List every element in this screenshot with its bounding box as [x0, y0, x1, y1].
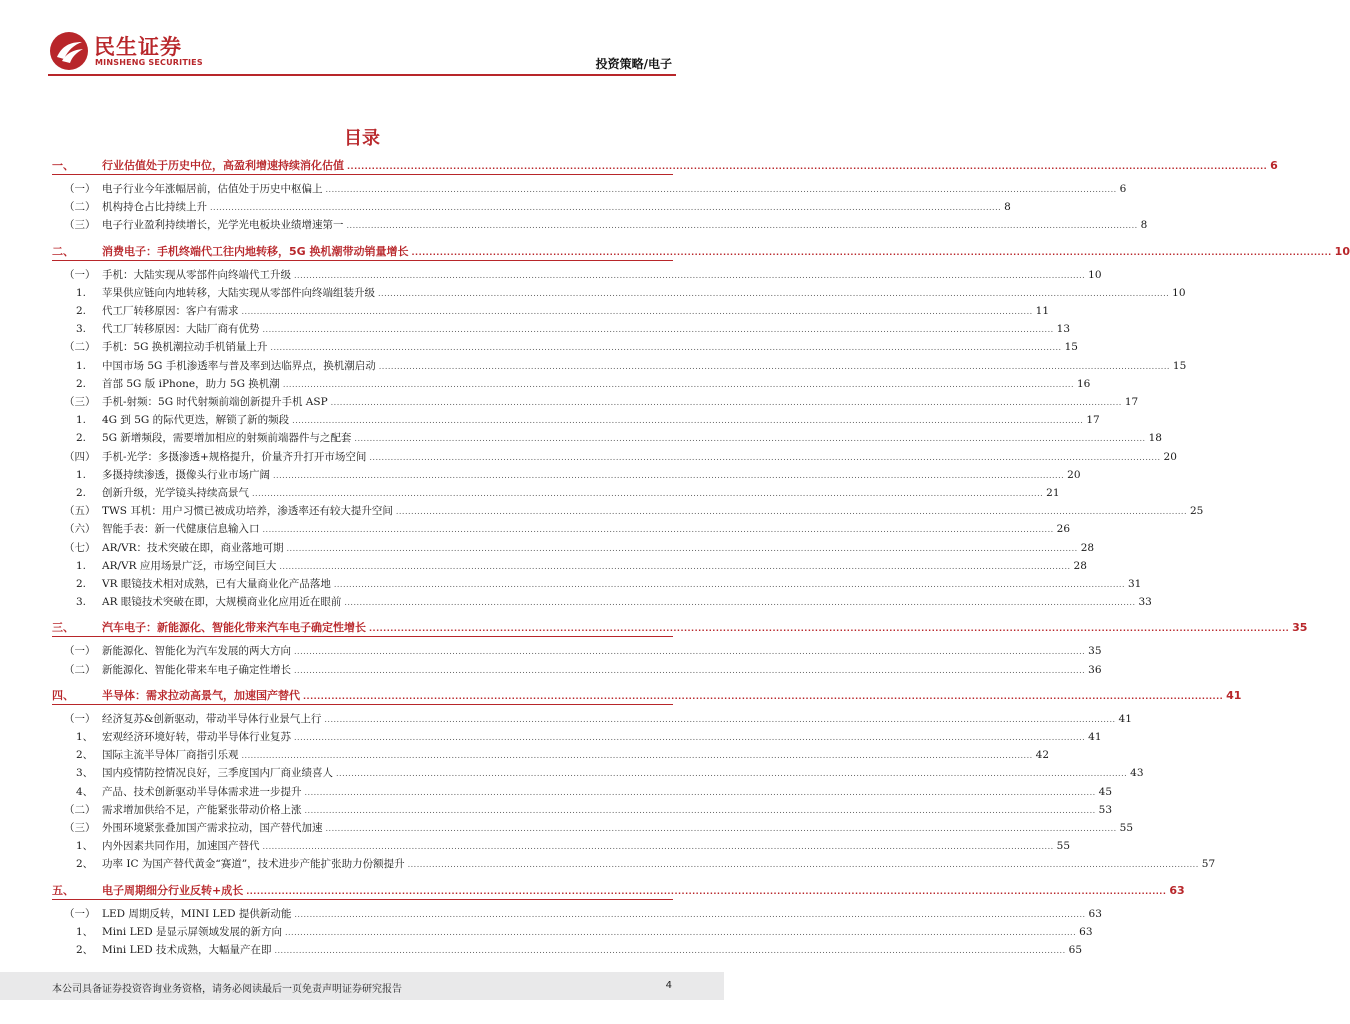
toc-item-entry[interactable] [52, 303, 1050, 321]
toc-dot-leader: .................................................................................................................................................................................................................................................................... [325, 824, 1117, 833]
toc-subsection-entry[interactable] [52, 540, 1095, 558]
toc-entry-page: 63 [1088, 907, 1102, 920]
toc-item-entry[interactable] [52, 838, 1071, 856]
toc-entry-title: 宏观经济环境好转，带动半导体行业复苏 [102, 731, 291, 743]
toc-entry-title: 代工厂转移原因：大陆厂商有优势 [102, 323, 260, 336]
toc-item-entry[interactable] [52, 412, 1100, 430]
toc-entry-number: （一） [64, 645, 96, 658]
toc-entry-page: 28 [1080, 541, 1095, 554]
toc-entry-page: 35 [1292, 621, 1308, 635]
toc-entry-number: 二、 [52, 244, 74, 258]
toc-entry-number: 1. [76, 559, 87, 572]
toc-entry-page: 10 [1334, 244, 1350, 258]
toc-dot-leader: .................................................................................................................................................................................................................................................................... [262, 525, 1054, 535]
toc-subsection-entry[interactable] [52, 802, 1113, 820]
toc-dot-leader: .................................................................................................................................................................................................................................................................... [324, 714, 1116, 724]
toc-entry-number: （一） [64, 712, 96, 725]
toc-subsection-entry[interactable] [52, 339, 1078, 357]
toc-entry-page: 11 [1035, 305, 1050, 317]
toc-dot-leader: .................................................................................................................................................................................................................................................................... [369, 624, 1290, 634]
toc-entry-title: 国际主流半导体厂商指引乐观 [102, 749, 239, 762]
toc-item-entry[interactable] [52, 765, 1144, 783]
toc-entry-title: 电子周期细分行业反转+成长 [102, 883, 244, 897]
toc-entry-page: 17 [1124, 396, 1139, 408]
toc-entry-page: 41 [1088, 731, 1102, 743]
toc-item-entry[interactable] [52, 285, 1186, 303]
toc-dot-leader: .................................................................................................................................................................................................................................................................... [294, 665, 1086, 675]
toc-entry-number: （三） [64, 396, 96, 408]
footer-disclaimer: 本公司具备证券投资咨询业务资格，请务必阅读最后一页免责声明证券研究报告 [52, 984, 402, 995]
toc-entry-page: 63 [1079, 925, 1093, 938]
toc-entry-number: 1. [76, 468, 87, 481]
toc-entry-title: 需求增加供给不足，产能紧张带动价格上涨 [102, 803, 302, 816]
toc-subsection-entry[interactable] [52, 662, 1102, 680]
toc-dot-leader: .................................................................................................................................................................................................................................................................... [330, 398, 1122, 407]
toc-entry-title: AR/VR：技术突破在即，商业落地可期 [102, 541, 284, 554]
toc-subsection-entry[interactable] [52, 394, 1139, 412]
toc-dot-leader: .................................................................................................................................................................................................................................................................... [344, 598, 1136, 608]
toc-entry-page: 6 [1119, 183, 1127, 195]
toc-entry-page: 21 [1046, 487, 1060, 499]
toc-section-entry[interactable] [52, 243, 1350, 261]
toc-entry-number: 1. [76, 414, 87, 427]
toc-item-entry[interactable] [52, 594, 1152, 612]
toc-entry-number: 1、 [76, 840, 94, 853]
toc-dot-leader: .................................................................................................................................................................................................................................................................... [346, 221, 1138, 231]
toc-entry-title: 电子行业盈利持续增长，光学光电板块业绩增速第一 [102, 219, 344, 232]
toc-dot-leader: .................................................................................................................................................................................................................................................................... [294, 647, 1086, 657]
toc-item-entry[interactable] [52, 729, 1102, 747]
toc-item-entry[interactable] [52, 558, 1087, 576]
toc-entry-title: 内外因素共同作用，加速国产替代 [102, 840, 260, 853]
toc-entry-page: 31 [1128, 578, 1142, 590]
toc-entry-number: 四、 [52, 688, 74, 702]
minsheng-logo-icon [48, 30, 90, 72]
toc-dot-leader: .................................................................................................................................................................................................................................................................... [286, 543, 1078, 553]
toc-subsection-entry[interactable] [52, 217, 1148, 235]
toc-entry-page: 35 [1088, 645, 1102, 658]
toc-entry-title: 多摄持续渗透，摄像头行业市场广阔 [102, 468, 270, 481]
toc-entry-page: 41 [1226, 688, 1242, 702]
toc-entry-title: Mini LED 技术成熟，大幅量产在即 [102, 944, 272, 956]
toc-entry-number: 2. [76, 377, 87, 390]
toc-entry-title: 手机：5G 换机潮拉动手机销量上升 [102, 341, 268, 354]
toc-entry-page: 10 [1088, 268, 1102, 281]
toc-entry-number: 五、 [52, 883, 74, 897]
toc-dot-leader: .................................................................................................................................................................................................................................................................... [378, 361, 1170, 371]
toc-entry-number: 3. [76, 596, 87, 609]
toc-entry-title: AR/VR 应用场景广泛，市场空间巨大 [102, 559, 277, 572]
toc-dot-leader: .................................................................................................................................................................................................................................................................... [273, 470, 1065, 480]
brand-name-en: MINSHENG SECURITIES [95, 58, 203, 67]
toc-dot-leader: .................................................................................................................................................................................................................................................................... [304, 805, 1096, 815]
toc-entry-number: （三） [64, 822, 96, 834]
toc-entry-number: 2. [76, 432, 87, 445]
toc-dot-leader: .................................................................................................................................................................................................................................................................... [279, 561, 1071, 571]
toc-entry-title: 创新升级，光学镜头持续高景气 [102, 487, 249, 499]
toc-entry-title: 新能源化、智能化为汽车发展的两大方向 [102, 645, 291, 658]
toc-entry-title: 手机-射频：5G 时代射频前端创新提升手机 ASP [102, 396, 328, 408]
toc-entry-title: LED 周期反转，MINI LED 提供新动能 [102, 907, 292, 920]
toc-item-entry[interactable] [52, 358, 1187, 376]
toc-entry-number: （一） [64, 183, 96, 195]
toc-entry-number: （三） [64, 219, 96, 232]
toc-entry-title: 经济复苏&创新驱动，带动半导体行业景气上行 [102, 712, 322, 725]
toc-entry-page: 26 [1056, 523, 1071, 536]
toc-entry-title: 新能源化、智能化带来车电子确定性增长 [102, 663, 291, 676]
toc-section-entry[interactable] [52, 882, 1185, 900]
toc-entry-page: 15 [1064, 341, 1078, 354]
toc-dot-leader: .................................................................................................................................................................................................................................................................... [241, 307, 1033, 316]
toc-dot-leader: .................................................................................................................................................................................................................................................................... [325, 185, 1117, 194]
toc-dot-leader: .................................................................................................................................................................................................................................................................... [270, 343, 1062, 353]
section-underline [52, 636, 673, 637]
toc-entry-title: 行业估值处于历史中位，高盈利增速持续消化估值 [102, 159, 344, 172]
toc-entry-number: 3. [76, 323, 87, 336]
toc-entry-number: 三、 [52, 621, 74, 635]
toc-dot-leader: .................................................................................................................................................................................................................................................................... [262, 842, 1054, 852]
toc-subsection-entry[interactable] [52, 521, 1071, 539]
toc-entry-page: 55 [1119, 822, 1134, 834]
toc-entry-title: 智能手表：新一代健康信息输入口 [102, 523, 260, 536]
toc-item-entry[interactable] [52, 430, 1162, 448]
toc-dot-leader: .................................................................................................................................................................................................................................................................... [274, 946, 1066, 955]
toc-entry-page: 18 [1148, 432, 1162, 445]
toc-entry-title: Mini LED 是显示屏领域发展的新方向 [102, 925, 282, 938]
toc-section-entry[interactable] [52, 687, 1242, 705]
toc-dot-leader: .................................................................................................................................................................................................................................................................... [378, 288, 1170, 298]
toc-item-entry[interactable] [52, 485, 1060, 503]
toc-entry-number: 4、 [76, 785, 94, 798]
toc-subsection-entry[interactable] [52, 181, 1127, 199]
toc-title: 目录 [344, 128, 380, 149]
toc-entry-title: 代工厂转移原因：客户有需求 [102, 305, 239, 317]
toc-entry-title: 苹果供应链向内地转移，大陆实现从零部件向终端组装升级 [102, 286, 375, 299]
toc-entry-page: 65 [1068, 944, 1083, 956]
toc-entry-number: 一、 [52, 159, 74, 172]
toc-dot-leader: .................................................................................................................................................................................................................................................................... [354, 434, 1146, 444]
toc-entry-page: 57 [1201, 858, 1216, 871]
toc-dot-leader: .................................................................................................................................................................................................................................................................... [304, 787, 1096, 797]
toc-dot-leader: .................................................................................................................................................................................................................................................................... [292, 416, 1084, 426]
toc-entry-page: 15 [1172, 359, 1187, 372]
toc-entry-page: 20 [1067, 468, 1081, 481]
toc-entry-title: 中国市场 5G 手机渗透率与普及率到达临界点，换机潮启动 [102, 359, 376, 372]
toc-entry-page: 33 [1138, 596, 1152, 609]
toc-entry-title: TWS 耳机：用户习惯已被成功培养，渗透率还有较大提升空间 [102, 505, 393, 518]
toc-subsection-entry[interactable] [52, 711, 1132, 729]
toc-entry-page: 36 [1088, 663, 1102, 676]
toc-entry-page: 16 [1076, 377, 1091, 390]
toc-dot-leader: .................................................................................................................................................................................................................................................................... [369, 452, 1161, 462]
page-number: 4 [665, 980, 672, 991]
toc-entry-page: 6 [1270, 159, 1278, 172]
toc-entry-number: （六） [64, 523, 96, 536]
toc-dot-leader: .................................................................................................................................................................................................................................................................... [210, 203, 1002, 213]
report-type: 投资策略/电子 [595, 57, 672, 71]
section-underline [52, 174, 673, 175]
toc-entry-page: 20 [1163, 450, 1177, 463]
toc-item-entry[interactable] [52, 784, 1113, 802]
toc-dot-leader: .................................................................................................................................................................................................................................................................... [262, 325, 1054, 335]
toc-entry-page: 42 [1035, 749, 1050, 762]
toc-entry-page: 13 [1056, 323, 1071, 336]
toc-dot-leader: .................................................................................................................................................................................................................................................................... [347, 162, 1268, 171]
toc-item-entry[interactable] [52, 467, 1081, 485]
toc-entry-page: 10 [1172, 286, 1186, 299]
toc-entry-number: （二） [64, 201, 96, 214]
toc-entry-page: 28 [1073, 559, 1087, 572]
toc-section-entry[interactable] [52, 157, 1278, 175]
toc-dot-leader: .................................................................................................................................................................................................................................................................... [336, 769, 1128, 779]
header-divider [48, 74, 676, 76]
toc-subsection-entry[interactable] [52, 199, 1011, 217]
toc-entry-number: （五） [64, 505, 96, 518]
toc-subsection-entry[interactable] [52, 820, 1134, 838]
brand-name-cn: 民生证券 [94, 35, 182, 59]
toc-entry-title: 产品、技术创新驱动半导体需求进一步提升 [102, 785, 302, 798]
toc-item-entry[interactable] [52, 856, 1216, 874]
toc-entry-number: 3、 [76, 767, 94, 780]
toc-subsection-entry[interactable] [52, 267, 1102, 285]
toc-entry-title: 5G 新增频段，需要增加相应的射频前端器件与之配套 [102, 432, 352, 445]
toc-entry-number: 2. [76, 305, 87, 317]
toc-entry-title: 国内疫情防控情况良好，三季度国内厂商业绩喜人 [102, 767, 333, 780]
toc-entry-number: （四） [64, 450, 96, 463]
toc-entry-page: 63 [1169, 883, 1185, 897]
toc-dot-leader: .................................................................................................................................................................................................................................................................... [407, 860, 1199, 870]
toc-item-entry[interactable] [52, 376, 1091, 394]
toc-entry-number: （二） [64, 803, 96, 816]
toc-dot-leader: .................................................................................................................................................................................................................................................................... [395, 507, 1187, 517]
toc-item-entry[interactable] [52, 576, 1142, 594]
toc-entry-page: 25 [1190, 505, 1204, 518]
toc-dot-leader: .................................................................................................................................................................................................................................................................... [294, 270, 1086, 280]
toc-entry-title: VR 眼镜技术相对成熟，已有大量商业化产品落地 [102, 578, 331, 590]
toc-entry-title: 外围环境紧张叠加国产需求拉动，国产替代加速 [102, 822, 323, 834]
toc-entry-number: 1. [76, 359, 87, 372]
toc-entry-number: 2、 [76, 749, 94, 762]
page-header [0, 0, 724, 80]
toc-dot-leader: .................................................................................................................................................................................................................................................................... [411, 247, 1332, 257]
toc-entry-number: 1. [76, 286, 87, 299]
toc-entry-number: 2. [76, 578, 87, 590]
toc-entry-page: 45 [1098, 785, 1113, 798]
toc-item-entry[interactable] [52, 924, 1093, 942]
toc-item-entry[interactable] [52, 747, 1050, 765]
section-underline [52, 899, 673, 900]
toc-entry-page: 53 [1098, 803, 1113, 816]
toc-entry-page: 41 [1118, 712, 1132, 725]
toc-entry-title: 半导体：需求拉动高景气，加速国产替代 [102, 688, 300, 702]
toc-entry-page: 8 [1140, 219, 1148, 232]
toc-dot-leader: .................................................................................................................................................................................................................................................................... [333, 580, 1125, 589]
toc-entry-number: （一） [64, 268, 96, 281]
toc-subsection-entry[interactable] [52, 449, 1177, 467]
toc-entry-number: 1、 [76, 731, 94, 743]
toc-dot-leader: .................................................................................................................................................................................................................................................................... [303, 691, 1224, 701]
toc-entry-title: 手机-光学：多摄渗透+规格提升，价量齐升打开市场空间 [102, 450, 367, 463]
toc-entry-title: 机构持仓占比持续上升 [102, 201, 207, 214]
toc-dot-leader: .................................................................................................................................................................................................................................................................... [294, 909, 1086, 919]
toc-dot-leader: .................................................................................................................................................................................................................................................................... [294, 733, 1086, 742]
toc-entry-title: 电子行业今年涨幅居前，估值处于历史中枢偏上 [102, 183, 323, 195]
toc-subsection-entry[interactable] [52, 906, 1102, 924]
toc-entry-number: 2、 [76, 858, 94, 871]
toc-entry-title: 功率 IC 为国产替代黄金“赛道”，技术进步产能扩张助力份额提升 [102, 858, 405, 871]
toc-entry-title: 消费电子：手机终端代工往内地转移，5G 换机潮带动销量增长 [102, 244, 409, 258]
toc-entry-number: （一） [64, 907, 96, 920]
section-underline [52, 704, 673, 705]
toc-entry-number: 1、 [76, 925, 94, 938]
toc-subsection-entry[interactable] [52, 643, 1102, 661]
toc-dot-leader: .................................................................................................................................................................................................................................................................... [252, 489, 1044, 498]
toc-subsection-entry[interactable] [52, 503, 1204, 521]
toc-entry-page: 8 [1004, 201, 1011, 214]
toc-entry-number: （二） [64, 663, 96, 676]
toc-entry-page: 17 [1086, 414, 1100, 427]
toc-entry-number: （七） [64, 541, 96, 554]
toc-entry-title: 汽车电子：新能源化、智能化带来汽车电子确定性增长 [102, 621, 366, 635]
toc-entry-number: 2. [76, 487, 87, 499]
toc-dot-leader: .................................................................................................................................................................................................................................................................... [282, 379, 1074, 389]
toc-entry-number: 2、 [76, 944, 94, 956]
toc-entry-page: 43 [1130, 767, 1144, 780]
minsheng-logo [48, 30, 203, 72]
toc-item-entry[interactable] [52, 321, 1071, 339]
toc-entry-title: 首部 5G 版 iPhone，助力 5G 换机潮 [102, 377, 280, 390]
toc-item-entry[interactable] [52, 942, 1083, 960]
toc-dot-leader: .................................................................................................................................................................................................................................................................... [284, 927, 1077, 937]
section-underline [52, 260, 673, 261]
toc-entry-title: AR 眼镜技术突破在即，大规模商业化应用近在眼前 [102, 596, 342, 609]
toc-entry-title: 4G 到 5G 的际代更迭，解锁了新的频段 [102, 414, 290, 427]
toc-section-entry[interactable] [52, 619, 1308, 637]
toc-dot-leader: .................................................................................................................................................................................................................................................................... [246, 886, 1167, 896]
toc-entry-page: 55 [1056, 840, 1071, 853]
toc-dot-leader: .................................................................................................................................................................................................................................................................... [241, 751, 1033, 761]
toc-entry-title: 手机：大陆实现从零部件向终端代工升级 [102, 268, 291, 281]
toc-entry-number: （二） [64, 341, 96, 354]
